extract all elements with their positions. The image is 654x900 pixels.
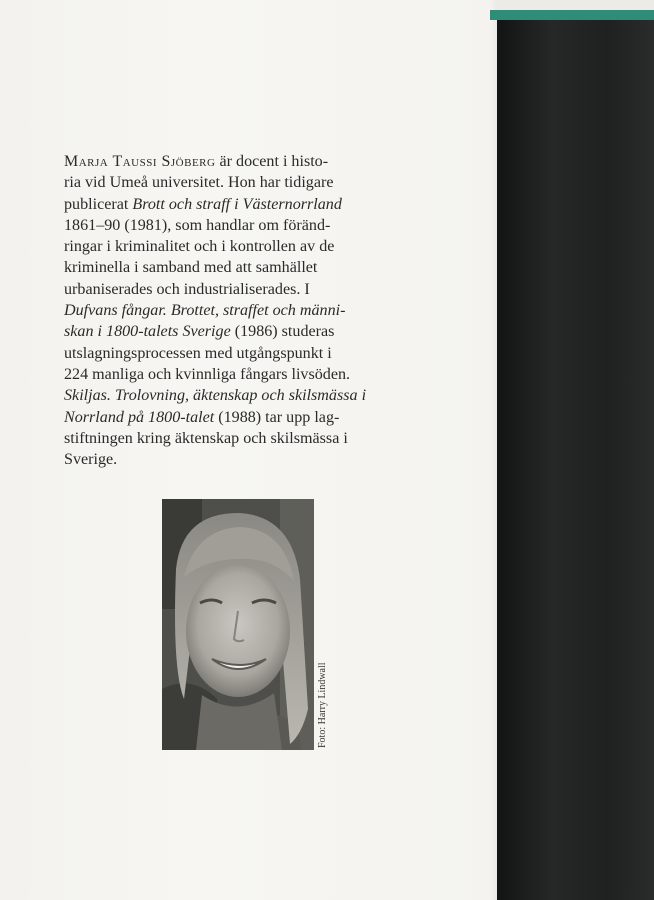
bio-text: 1861–90 (1981), som handlar om föränd- (64, 216, 331, 234)
photo-credit: Foto: Harry Lindwall (317, 662, 328, 748)
bio-line (64, 151, 404, 172)
bio-line (64, 449, 404, 470)
book-title: skan i 1800-talets Sverige (64, 323, 231, 341)
book-title: Skiljas. Trolovning, äktenskap och skilsmässa i (64, 387, 367, 405)
bio-text: publicerat (64, 195, 133, 213)
book-title: Dufvans fångar. Brottet, straffet och männi- (64, 302, 346, 320)
bio-line (64, 321, 404, 342)
bio-line (64, 300, 404, 321)
bio-line (64, 172, 404, 193)
bio-line (64, 385, 404, 406)
bio-text: utslagningsprocessen med utgångspunkt i (64, 344, 332, 362)
bio-line (64, 257, 404, 278)
bio-text: urbaniserades och industrialiserades. I (64, 280, 310, 298)
bio-text: 224 manliga och kvinnliga fångars livsöden. (64, 365, 351, 383)
book-cover (497, 14, 654, 900)
bio-line (64, 215, 404, 236)
author-photo (162, 499, 314, 750)
author-bio (64, 151, 404, 470)
bio-text: (1988) tar upp lag- (214, 408, 340, 426)
bio-text: ringar i kriminalitet och i kontrollen av de (64, 238, 335, 256)
bio-line (64, 194, 404, 215)
bio-text: Sverige. (64, 451, 118, 469)
bio-line (64, 279, 404, 300)
book-title: Brott och straff i Västernorrland (132, 195, 342, 213)
bio-text: stiftningen kring äktenskap och skilsmässa i (64, 429, 348, 447)
bio-line (64, 343, 404, 364)
bio-line (64, 236, 404, 257)
background-surface (497, 0, 654, 10)
bio-line (64, 428, 404, 449)
bio-text: (1986) studeras (230, 323, 335, 341)
bio-line (64, 364, 404, 385)
bio-text: ria vid Umeå universitet. Hon har tidigare (64, 174, 334, 192)
author-name: Marja Taussi Sjöberg (64, 153, 216, 170)
book-title: Norrland på 1800-talet (64, 408, 215, 426)
cover-green-stripe (490, 10, 654, 20)
bio-text: kriminella i samband med att samhället (64, 259, 318, 277)
bio-line (64, 407, 404, 428)
bio-text: är docent i histo- (215, 153, 329, 170)
